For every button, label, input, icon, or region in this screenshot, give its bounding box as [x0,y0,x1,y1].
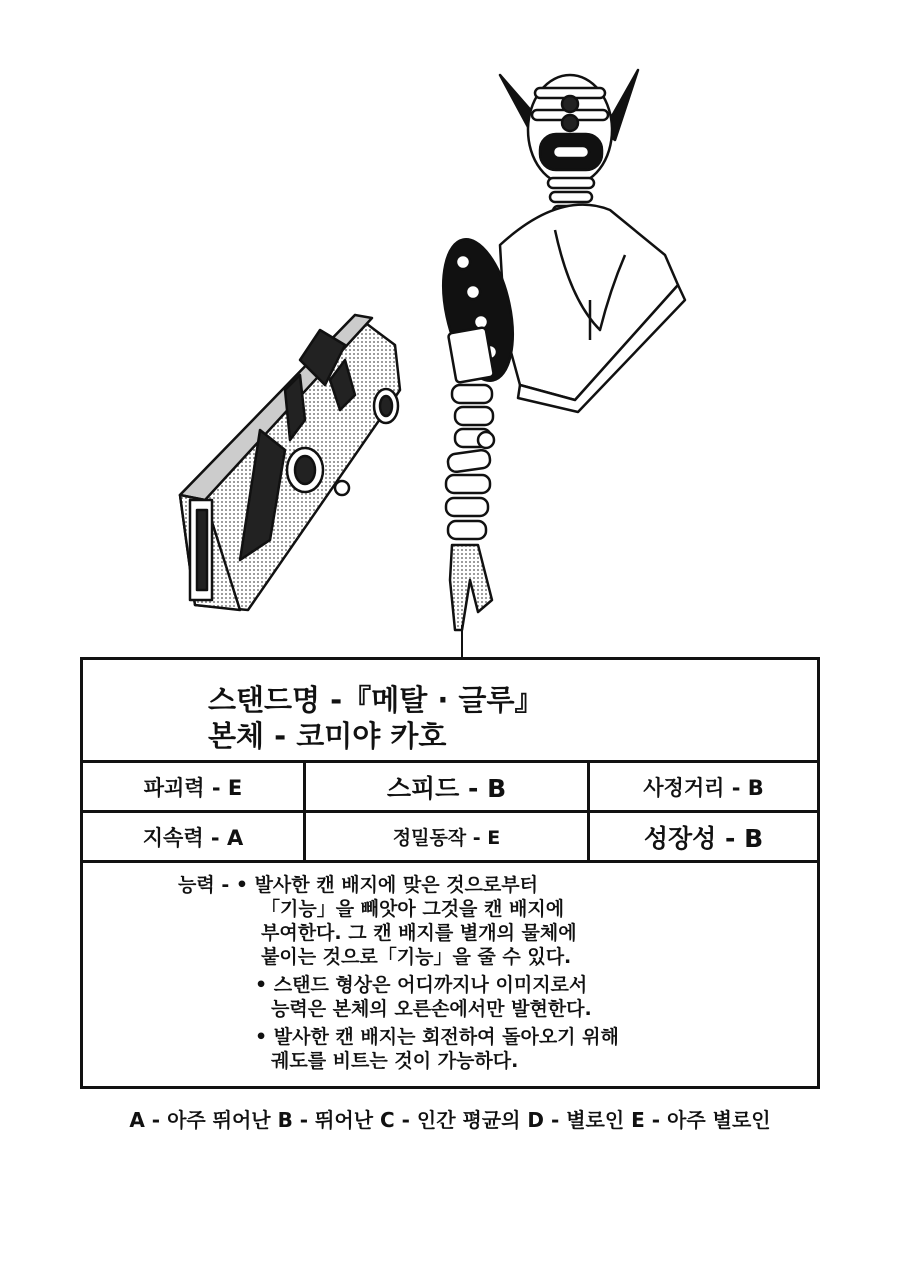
ability-line: 「기능」을 빼앗아 그것을 캔 배지에 [261,898,565,920]
stand-name: 스탠드명 -『메탈 · 글루』 [208,683,544,717]
stand-user: 본체 - 코미야 카호 [208,719,447,753]
ability-line: • 발사한 캔 배지는 회전하여 돌아오기 위해 [255,1026,619,1048]
ability-line: 능력 - • 발사한 캔 배지에 맞은 것으로부터 [178,874,538,896]
stat-potential: 성장성 - B [587,813,817,860]
ability-line: 궤도를 비트는 것이 가능하다. [271,1050,519,1072]
ability-line: 붙이는 것으로「기능」을 줄 수 있다. [261,946,572,968]
stat-durability: 지속력 - A [142,825,244,850]
stat-range: 사정거리 - B [587,763,817,810]
ability-line: • 스탠드 형상은 어디까지나 이미지로서 [255,974,588,996]
stat-precision: 정밀동작 - E [303,813,587,860]
launcher-device [180,315,400,610]
ability-line: 부여한다. 그 캔 배지를 별개의 물체에 [261,922,577,944]
rank-legend: A - 아주 뛰어난 B - 뛰어난 C - 인간 평균의 D - 별로인 E - 아주 별로인 [129,1108,771,1132]
ability-line: 능력은 본체의 오른손에서만 발현한다. [271,998,592,1020]
stand-figure [432,70,685,660]
stat-speed: 스피드 - B [303,763,587,810]
stat-row-2 [83,813,817,863]
stand-stat-card [80,657,820,1089]
ability-description [83,863,817,1086]
stat-row-1 [83,763,817,813]
stat-card-header [83,660,817,763]
stat-destructive-power: 파괴력 - E [143,775,243,800]
